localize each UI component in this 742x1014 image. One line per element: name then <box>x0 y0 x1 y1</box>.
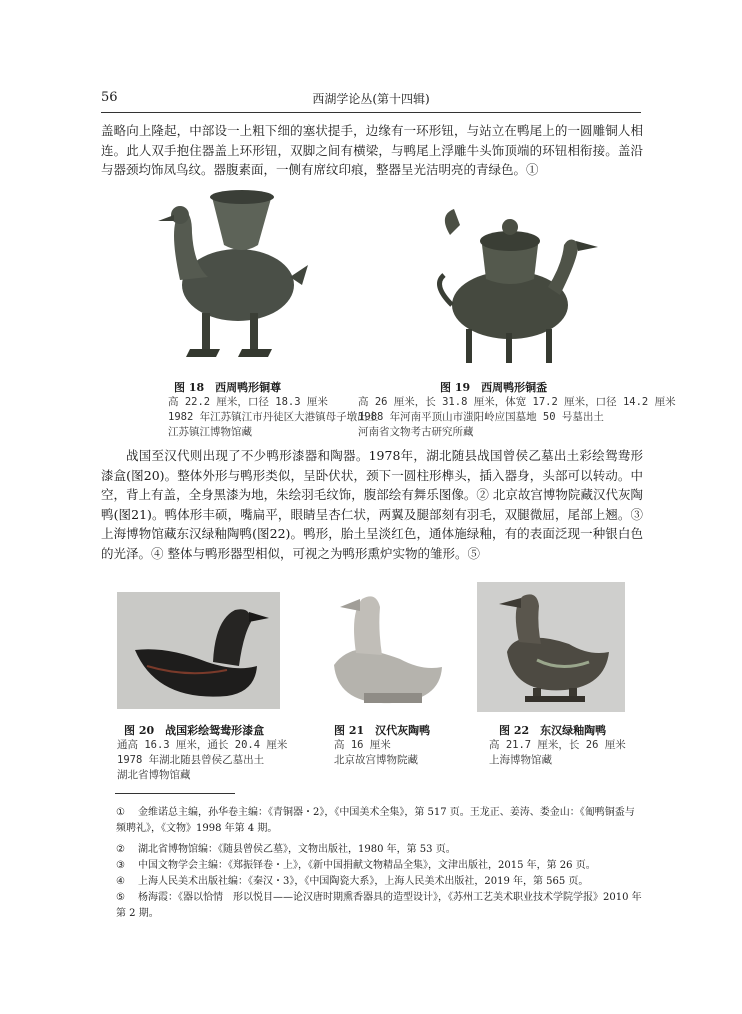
figure-18-caption-line: 1982 年江苏镇江市丹徒区大港镇母子墩出土 <box>168 411 379 423</box>
footnote-mark: ① <box>116 807 125 818</box>
paragraph-2: 战国至汉代则出现了不少鸭形漆器和陶器。1978年，湖北随县战国曾侯乙墓出土彩绘鸳鸯形漆盒(图20)。整体外形与鸭形类似，呈卧伏状，颈下一圆柱形榫头，插入器身，头部可以转动。中空，背上有盖，全身黑漆为地，朱绘羽毛纹饰，腹部绘有舞乐图像。② 北京故宫博物院藏汉代灰陶鸭(图21)。鸭体形丰硕，嘴扁平，眼睛呈杏仁状，两翼及腿部刻有羽毛，双腿微屈，尾部上翘。③ 上海博物馆藏东汉绿釉陶鸭(图22)。鸭形，胎土呈淡红色，通体施绿釉，有的表面泛现一种银白色的光泽。④ 整体与鸭形器型相似，可视之为鸭形熏炉实物的雏形。⑤ <box>101 448 643 561</box>
page-number: 56 <box>101 90 118 105</box>
footnote <box>116 874 644 890</box>
footnote-text: 金维诺总主编，孙华卷主编：《青铜器・2》，《中国美术全集》，第 517 页。王龙正、姜涛、娄金山：《匍鸭铜盉与频聘礼》，《文物》1998 年第 4 期。 <box>116 807 635 834</box>
running-title: 西湖学论丛(第十四辑) <box>312 92 430 106</box>
footnote-text: 杨海霞：《器以恰情 形以悦目——论汉唐时期熏香器具的造型设计》，《苏州工艺美术职业技术学院学报》2010 年第 2 期。 <box>116 892 642 919</box>
figure-18-title: 图 18 西周鸭形铜尊 <box>174 381 282 394</box>
figure-21-caption-line: 高 16 厘米 <box>334 739 391 751</box>
figure-22-title: 图 22 东汉绿釉陶鸭 <box>499 724 607 737</box>
figure-22-caption-line: 上海博物馆藏 <box>489 754 552 766</box>
footnote-mark: ④ <box>116 876 125 887</box>
figure-21-photo <box>322 585 448 710</box>
figure-19-caption-line: 高 26 厘米，长 31.8 厘米，体宽 17.2 厘米，口径 14.2 厘米 <box>358 396 676 408</box>
figure-20-caption-line: 通高 16.3 厘米，通长 20.4 厘米 <box>117 739 288 751</box>
footnote-text: 湖北省博物馆编：《随县曾侯乙墓》，文物出版社，1980 年，第 53 页。 <box>138 844 456 855</box>
header-rule <box>101 112 641 113</box>
figure-19-title: 图 19 西周鸭形铜盉 <box>440 381 548 394</box>
footnote <box>116 858 644 874</box>
figure-18-caption-line: 江苏镇江博物馆藏 <box>168 426 252 438</box>
figure-20-caption-line: 1978 年湖北随县曾侯乙墓出土 <box>117 754 265 766</box>
footnote <box>116 890 644 922</box>
footnote <box>116 842 644 858</box>
figure-20-caption-line: 湖北省博物馆藏 <box>117 769 191 781</box>
figure-20-title: 图 20 战国彩绘鸳鸯形漆盒 <box>124 724 265 737</box>
paragraph-1: 盖略向上隆起，中部设一上粗下细的塞状提手，边缘有一环形钮，与站立在鸭尾上的一圆雕铜人相连。此人双手抱住器盖上环形钮，双脚之间有横梁，与鸭尾上浮雕牛头饰顶端的环钮相衔接。盖沿与器颈均饰凤鸟纹。器腹素面，一侧有席纹印痕，整器呈光洁明亮的青绿色。① <box>101 123 643 177</box>
footnote-mark: ③ <box>116 860 125 871</box>
footnote-rule <box>115 793 235 794</box>
figure-21-caption-line: 北京故宫博物院藏 <box>334 754 418 766</box>
figure-19-photo <box>430 205 600 365</box>
figure-18-photo <box>150 185 310 365</box>
figure-21-title: 图 21 汉代灰陶鸭 <box>334 724 431 737</box>
figure-20-photo <box>117 592 280 709</box>
figure-19-caption-line: 1988 年河南平顶山市滍阳岭应国墓地 50 号墓出土 <box>358 411 604 423</box>
footnote-mark: ⑤ <box>116 892 125 903</box>
footnote <box>116 805 644 837</box>
figure-22-photo <box>477 582 625 712</box>
footnote-mark: ② <box>116 844 125 855</box>
figure-22-caption-line: 高 21.7 厘米，长 26 厘米 <box>489 739 626 751</box>
footnote-text: 上海人民美术出版社编：《秦汉・3》，《中国陶瓷大系》，上海人民美术出版社，2019 年，第 565 页。 <box>138 876 589 887</box>
footnote-text: 中国文物学会主编：《郑振铎卷・上》，《新中国捐献文物精品全集》，文津出版社，2015 年，第 26 页。 <box>138 860 596 871</box>
figure-19-caption-line: 河南省文物考古研究所藏 <box>358 426 474 438</box>
figure-18-caption-line: 高 22.2 厘米，口径 18.3 厘米 <box>168 396 328 408</box>
